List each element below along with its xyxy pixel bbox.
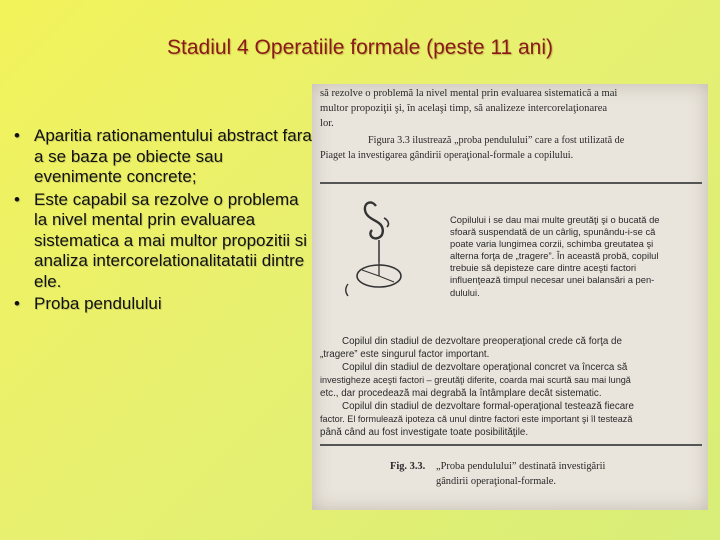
scan-line: poate varia lungimea corzii, schimba greutatea şi [450, 238, 654, 250]
pendulum-illustration [332, 196, 432, 316]
scan-line: etc., dar procedează mai degrabă la întâmplare decât sistematic. [320, 388, 602, 399]
scan-line: influenţează timpul necesar unei balansări a pen- [450, 274, 655, 286]
scan-line: sfoară suspendată de un cârlig, spunându-i-se că [450, 226, 656, 238]
scan-line: multor propoziţii şi, în acelaşi timp, să analizeze intercorelaţionarea [320, 103, 608, 114]
scan-line: dulului. [450, 286, 480, 298]
scan-line: să rezolve o problemă la nivel mental prin evaluarea sistematică a mai [320, 88, 618, 99]
scan-line: Copilului i se dau mai multe greutăţi şi o bucată de [450, 214, 660, 225]
bullet-text: Aparitia rationamentului abstract fara a se baza pe obiecte sau evenimente concrete; [34, 126, 312, 186]
scan-line: până când au fost investigate toate posibilităţile. [320, 427, 529, 438]
scan-line: Piaget la investigarea gândirii operaţional-formale a copilului. [320, 150, 574, 161]
scan-line: Figura 3.3 ilustrează „proba pendulului” care a fost utilizată de [368, 135, 625, 146]
scan-line: „tragere” este singurul factor important. [320, 349, 490, 360]
figure-bottom-rule [320, 444, 702, 446]
scan-line: Copilul din stadiul de dezvoltare preoperaţional crede că forţa de [342, 336, 622, 347]
figure-caption: gândirii operaţional-formale. [436, 476, 557, 487]
scan-line: alterna forţa de „tragere”. În această probă, copilul [450, 250, 659, 262]
figure-description [450, 214, 702, 299]
scan-line: factor. El formulează ipoteza că unul dintre factori este important şi îl testează [320, 414, 633, 424]
scan-line: trebuie să depisteze care dintre aceşti factori [450, 262, 637, 274]
figure-caption: „Proba pendulului” destinată investigării [436, 461, 606, 472]
bullet-marker: • [14, 294, 20, 313]
bullet-marker: • [14, 189, 20, 209]
bullet-marker: • [14, 126, 20, 145]
bullet-item [14, 294, 314, 315]
bullet-text: Este capabil sa rezolve o problema la nivel mental prin evaluarea sistematica a mai multor propozitii si analiza intercorelationalitatatii dintre ele. [34, 189, 308, 291]
scan-line: Copilul din stadiul de dezvoltare formal-operaţional testează fiecare [342, 401, 634, 412]
slide-title: Stadiul 4 Operatiile formale (peste 11 ani) [167, 36, 553, 59]
bullet-list [14, 126, 314, 317]
bullet-text: Proba pendulului [34, 294, 162, 313]
figure-label: Fig. 3.3. [390, 461, 426, 472]
bullet-item [14, 190, 314, 293]
scan-line: investigheze aceşti factori – greutăţi diferite, coarda mai scurtă sau mai lungă [320, 375, 631, 385]
scan-line: lor. [320, 118, 334, 129]
figure-top-rule [320, 182, 702, 184]
bullet-item [14, 126, 314, 188]
scanned-textbook-page [312, 84, 708, 510]
scan-line: Copilul din stadiul de dezvoltare operaţional concret va încerca să [342, 362, 628, 373]
